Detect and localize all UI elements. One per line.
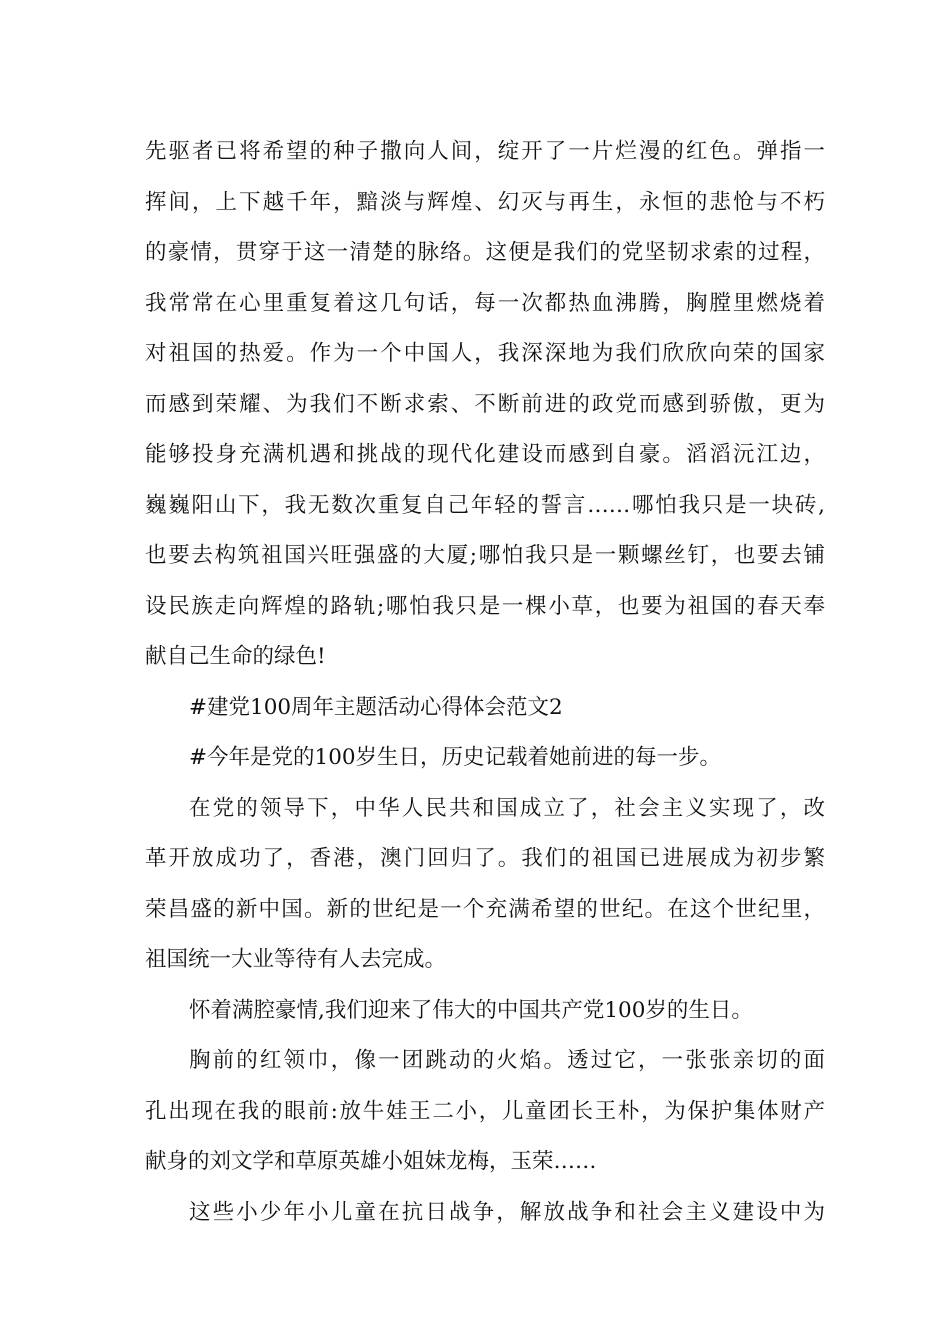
text-line: 而感到荣耀、为我们不断求索、不断前进的政党而感到骄傲，更为 <box>145 391 825 417</box>
text-line: #今年是党的100岁生日，历史记载着她前进的每一步。 <box>189 745 722 770</box>
section-heading: #建党100周年主题活动心得体会范文2 <box>189 694 563 720</box>
text-line: 能够投身充满机遇和挑战的现代化建设而感到自豪。滔滔沅江边， <box>145 442 825 467</box>
text-line: 设民族走向辉煌的路轨;哪怕我只是一棵小草，也要为祖国的春天奉 <box>145 593 825 619</box>
text-line: 荣昌盛的新中国。新的世纪是一个充满希望的世纪。在这个世纪里， <box>145 896 825 922</box>
text-line: 也要去构筑祖国兴旺强盛的大厦;哪怕我只是一颗螺丝钉，也要去铺 <box>145 543 825 568</box>
text-line: 挥间，上下越千年，黯淡与辉煌、幻灭与再生，永恒的悲怆与不朽 <box>145 189 825 215</box>
text-line: 先驱者已将希望的种子撒向人间，绽开了一片烂漫的红色。弹指一 <box>145 139 825 164</box>
document-body <box>145 127 825 1238</box>
text-line: 这些小少年小儿童在抗日战争，解放战争和社会主义建设中为 <box>189 1199 825 1225</box>
text-line: 胸前的红领巾，像一团跳动的火焰。透过它，一张张亲切的面 <box>189 1048 825 1073</box>
text-line: 巍巍阳山下，我无数次重复自己年轻的誓言……哪怕我只是一块砖, <box>145 492 825 518</box>
text-line: 献身的刘文学和草原英雄小姐妹龙梅，玉荣…… <box>145 1149 597 1174</box>
text-line: 的豪情，贯穿于这一清楚的脉络。这便是我们的党坚韧求索的过程， <box>145 240 825 265</box>
text-line: 献自己生命的绿色! <box>145 644 326 669</box>
text-line: 我常常在心里重复着这几句话，每一次都热血沸腾，胸膛里燃烧着 <box>145 290 825 316</box>
text-line: 祖国统一大业等待有人去完成。 <box>145 947 447 972</box>
text-line: 对祖国的热爱。作为一个中国人，我深深地为我们欣欣向荣的国家 <box>145 341 825 366</box>
text-line: 怀着满腔豪情,我们迎来了伟大的中国共产党100岁的生日。 <box>189 997 753 1023</box>
text-line: 革开放成功了，香港，澳门回归了。我们的祖国已进展成为初步繁 <box>145 846 825 871</box>
text-line: 孔出现在我的眼前:放牛娃王二小，儿童团长王朴，为保护集体财产 <box>145 1098 825 1124</box>
text-line: 在党的领导下，中华人民共和国成立了，社会主义实现了，改 <box>189 795 825 821</box>
